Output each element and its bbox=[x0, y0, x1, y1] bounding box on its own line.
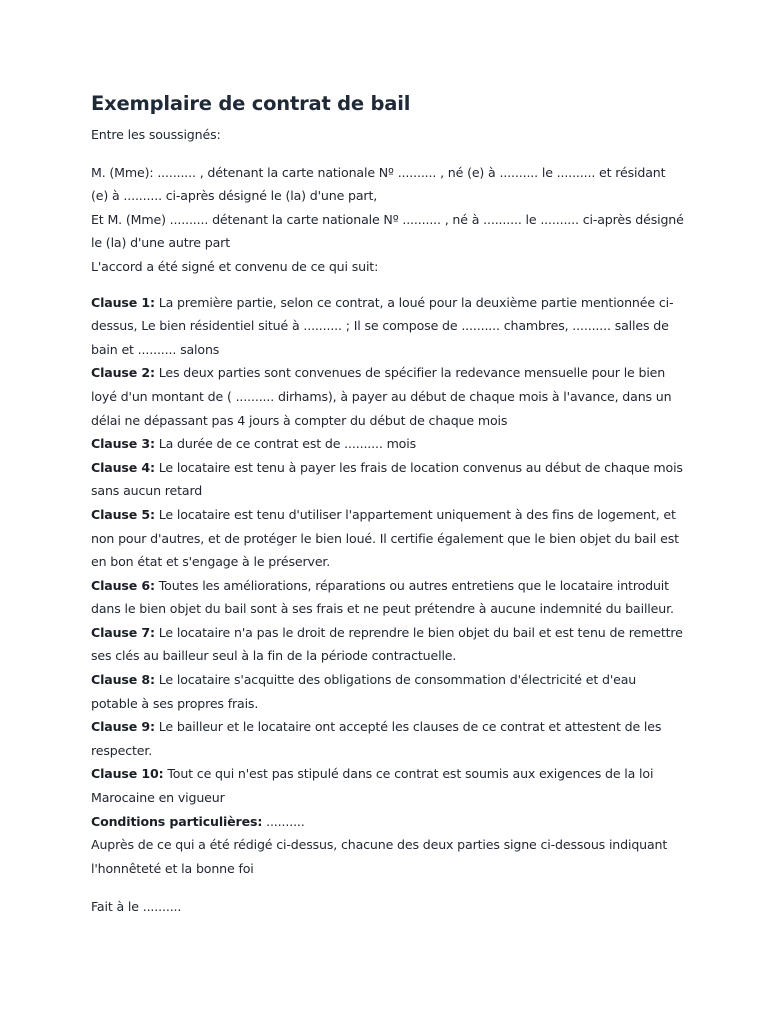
clause-text: La durée de ce contrat est de .......... mois bbox=[158, 436, 416, 452]
clause-10 bbox=[91, 762, 686, 809]
clause-label: Clause 3: bbox=[91, 436, 155, 452]
clause-text: Le bailleur et le locataire ont accepté les clauses de ce contrat et attestent de les respecter. bbox=[91, 719, 662, 758]
intro-text: Entre les soussignés: bbox=[91, 127, 221, 142]
clause-label: Clause 9: bbox=[91, 719, 155, 735]
clause-4 bbox=[91, 456, 686, 503]
clause-6 bbox=[91, 574, 686, 621]
clause-label: Clause 1: bbox=[91, 294, 155, 310]
clause-label: Clause 10: bbox=[91, 766, 164, 782]
clauses-list bbox=[91, 291, 686, 810]
clause-label: Clause 6: bbox=[91, 577, 155, 593]
clause-text: Le locataire s'acquitte des obligations de consommation d'électricité et d'eau potable à ses propres frais. bbox=[91, 672, 637, 711]
spacer bbox=[91, 880, 686, 895]
signature-line: Fait à le .......... bbox=[91, 899, 182, 915]
clause-7 bbox=[91, 621, 686, 668]
clause-text: Le locataire n'a pas le droit de reprendre le bien objet du bail et est tenu de remettre ses clés au bailleur seul à la fin de la période contractuelle. bbox=[91, 624, 683, 664]
clause-label: Clause 4: bbox=[91, 459, 155, 475]
party-one-text: M. (Mme): .......... , détenant la carte nationale Nº .......... , né (e) à .......... le .......... et résidant (e) à .......... ci-après désigné le (la) d'une part, bbox=[91, 164, 666, 204]
document-title: Exemplaire de contrat de bail bbox=[91, 92, 411, 115]
clause-label: Clause 8: bbox=[91, 672, 155, 688]
clause-label: Clause 7: bbox=[91, 624, 155, 640]
party-two-text: Et M. (Mme) .......... détenant la carte nationale Nº .......... , né à .......... le .......... ci-après désigné le (la) d'une autre part bbox=[91, 211, 684, 251]
special-conditions bbox=[91, 810, 686, 834]
clause-5 bbox=[91, 503, 686, 574]
clause-text: Le locataire est tenu d'utiliser l'appartement uniquement à des fins de logement, et non pour d'autres, et de protéger le bien loué. Il certifie également que le bien objet du bail est en bon état et s'engage à le préserver. bbox=[91, 506, 679, 570]
clause-text: La première partie, selon ce contrat, a loué pour la deuxième partie mentionnée ci-dessus, Le bien résidentiel situé à .......... ; Il se compose de .......... chambres, .......... salles de bain et .......... salons bbox=[91, 294, 674, 357]
spacer bbox=[91, 147, 686, 161]
clause-label: Clause 5: bbox=[91, 506, 155, 522]
special-conditions-label: Conditions particulières: bbox=[91, 813, 263, 829]
contract-document bbox=[91, 90, 686, 919]
clause-text: Les deux parties sont convenues de spécifier la redevance mensuelle pour le bien loyé d'un montant de ( .......... dirhams), à payer au début de chaque mois à l'avance, dans un délai ne dépassant pas 4 jours à compter du début de chaque mois bbox=[91, 365, 672, 428]
clause-3 bbox=[91, 432, 686, 456]
clause-text: Tout ce qui n'est pas stipulé dans ce contrat est soumis aux exigences de la loi Marocaine en vigueur bbox=[91, 766, 654, 806]
agreement-text: L'accord a été signé et convenu de ce qui suit: bbox=[91, 258, 379, 274]
special-conditions-text: .......... bbox=[266, 813, 305, 829]
clause-9 bbox=[91, 715, 686, 762]
spacer bbox=[91, 279, 686, 291]
clause-1 bbox=[91, 291, 686, 362]
clause-text: Toutes les améliorations, réparations ou autres entretiens que le locataire introduit dans le bien objet du bail sont à ses frais et ne peut prétendre à aucune indemnité du bailleur. bbox=[91, 577, 674, 617]
clause-text: Le locataire est tenu à payer les frais de location convenus au début de chaque mois sans aucun retard bbox=[91, 459, 683, 499]
clause-label: Clause 2: bbox=[91, 365, 155, 381]
clause-8 bbox=[91, 668, 686, 715]
clause-2 bbox=[91, 361, 686, 432]
closing-text: Auprès de ce qui a été rédigé ci-dessus, chacune des deux parties signe ci-dessous indiquant l'honnêteté et la bonne foi bbox=[91, 837, 668, 876]
